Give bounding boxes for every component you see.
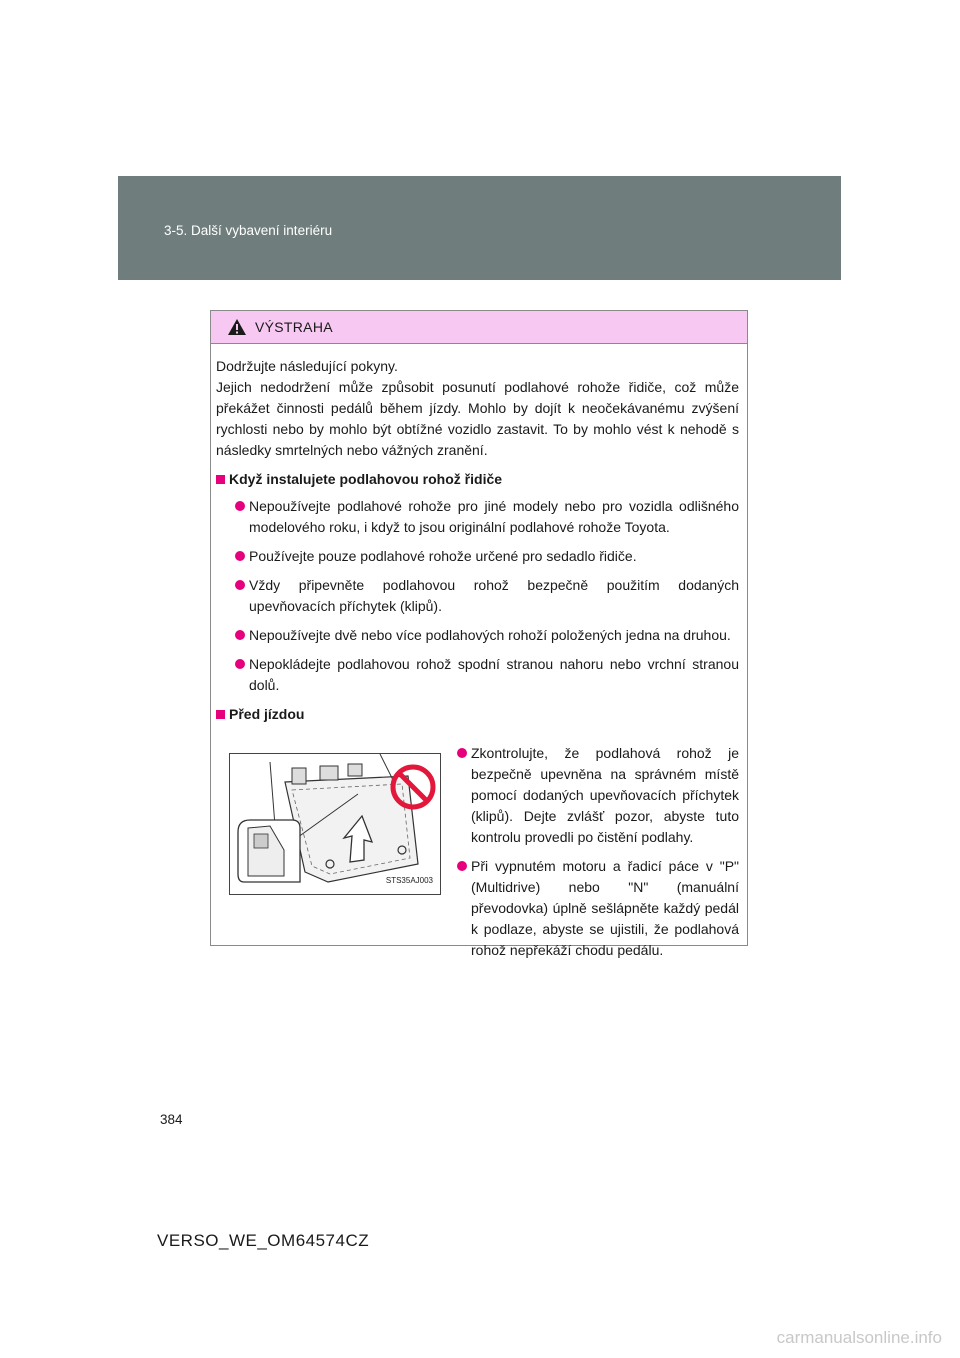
list-item-text: Při vypnutém motoru a řadicí páce v "P" (Multidrive) nebo "N" (manuální převodovka) úplně sešlápněte každý pedál k podlaze, abyste se ujistili, že podlahová rohož nepřekáží chodu pedálu.: [471, 858, 739, 958]
warning-title: VÝSTRAHA: [255, 319, 333, 335]
before-driving-content: [216, 731, 739, 969]
warning-box: [210, 310, 748, 958]
watermark: carmanualsonline.info: [776, 1328, 942, 1347]
document-code: VERSO_WE_OM64574CZ: [157, 1231, 370, 1250]
warning-header: [211, 311, 747, 344]
section-heading: [216, 704, 739, 725]
round-bullet-icon: [235, 551, 245, 561]
figure-code: STS35AJ003: [385, 876, 433, 885]
section-heading-text: Před jízdou: [229, 706, 305, 722]
list-item: [235, 625, 739, 646]
list-item-text: Používejte pouze podlahové rohože určené pro sedadlo řidiče.: [249, 548, 637, 564]
intro-line: Dodržujte následující pokyny.: [216, 358, 398, 374]
list-item: [235, 546, 739, 567]
list-item: [235, 654, 739, 696]
list-item: [457, 856, 739, 961]
floor-mat-illustration: [229, 753, 441, 895]
list-item-text: Nepoužívejte podlahové rohože pro jiné modely nebo pro vozidla odlišného modelového roku, i když to jsou originální podlahové rohože Toyota.: [249, 498, 739, 535]
section-heading: [216, 469, 739, 490]
list-item: [457, 743, 739, 848]
round-bullet-icon: [235, 501, 245, 511]
chapter-header-band: [118, 176, 841, 280]
warning-triangle-icon: [227, 318, 247, 336]
list-item: [235, 496, 739, 538]
intro-paragraph: Jejich nedodržení může způsobit posunutí podlahové rohože řidiče, což může překážet činnosti pedálů během jízdy. Mohlo by dojít k neočekávanému zvýšení rychlosti nebo by mohlo být obtížné vozidlo zastavit. To by mohlo vést k nehodě s následky smrtelných nebo vážných zranění.: [216, 379, 739, 458]
round-bullet-icon: [457, 861, 467, 871]
square-bullet-icon: [216, 710, 225, 719]
before-driving-list: [457, 743, 739, 969]
list-item-text: Vždy připevněte podlahovou rohož bezpečně použitím dodaných upevňovacích příchytek (klipů).: [249, 577, 739, 614]
list-item-text: Zkontrolujte, že podlahová rohož je bezpečně upevněna na správném místě pomocí dodaných upevňovacích příchytek (klipů). Dejte zvlášť pozor, abyste tuto kontrolu provedli po čistění podlahy.: [471, 745, 739, 845]
chapter-title: 3-5. Další vybavení interiéru: [164, 223, 333, 238]
list-item-text: Nepoužívejte dvě nebo více podlahových rohoží položených jedna na druhou.: [249, 627, 731, 643]
warning-body: [211, 344, 747, 969]
round-bullet-icon: [235, 630, 245, 640]
round-bullet-icon: [235, 580, 245, 590]
square-bullet-icon: [216, 475, 225, 484]
section-heading-text: Když instalujete podlahovou rohož řidiče: [229, 471, 503, 487]
round-bullet-icon: [235, 659, 245, 669]
list-item-text: Nepokládejte podlahovou rohož spodní stranou nahoru nebo vrchní stranou dolů.: [249, 656, 739, 693]
list-item: [235, 575, 739, 617]
page-number: 384: [160, 1112, 183, 1127]
round-bullet-icon: [457, 748, 467, 758]
